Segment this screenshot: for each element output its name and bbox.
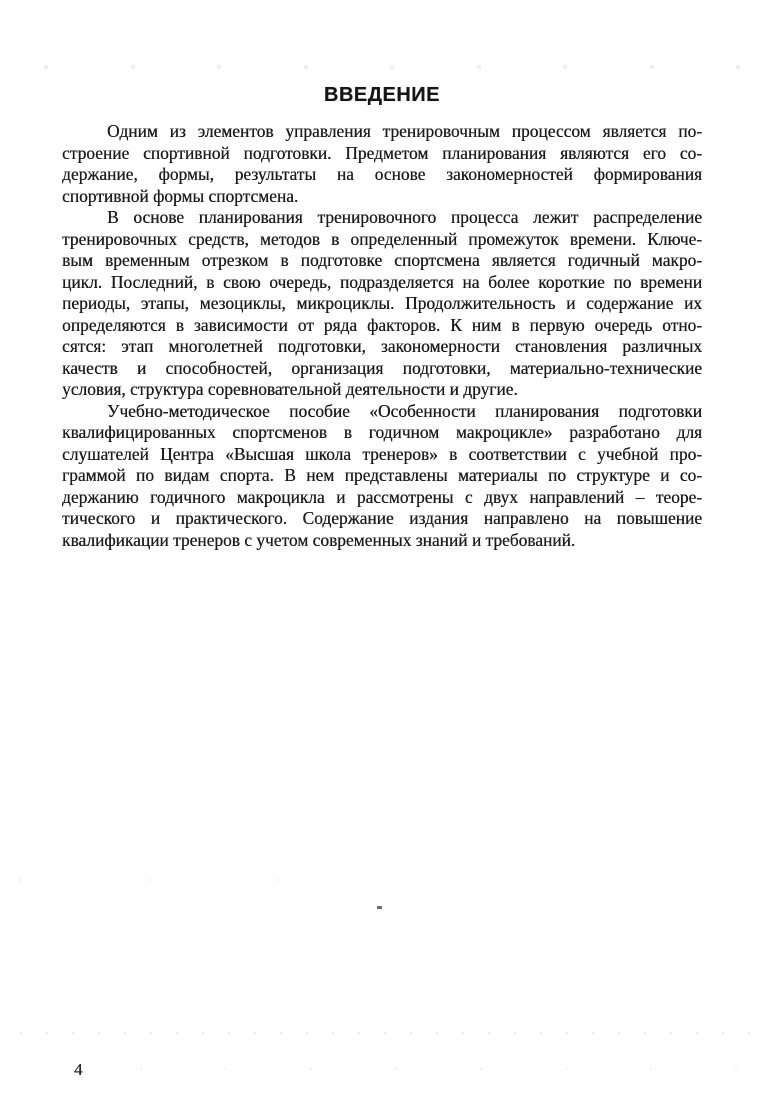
scan-speck bbox=[358, 1032, 360, 1034]
text-line: квалификации тренеров с учетом современных знаний и требований. bbox=[62, 529, 576, 550]
scan-speck bbox=[276, 879, 279, 881]
scan-speck bbox=[670, 1032, 672, 1034]
scan-speck bbox=[696, 1032, 698, 1034]
scan-speck bbox=[488, 1032, 490, 1034]
paragraph bbox=[62, 401, 702, 552]
scan-speck bbox=[748, 1032, 750, 1034]
scan-speck bbox=[202, 1032, 204, 1034]
scan-speck bbox=[735, 1068, 737, 1070]
scan-speck bbox=[148, 879, 151, 881]
scan-speck bbox=[377, 906, 382, 909]
scan-speck bbox=[480, 1068, 482, 1070]
scan-speck bbox=[462, 1032, 464, 1034]
scan-speck bbox=[410, 1032, 412, 1034]
scan-speck bbox=[477, 65, 481, 69]
scan-speck bbox=[124, 1032, 126, 1034]
scan-speck bbox=[565, 1068, 567, 1070]
scan-speck bbox=[98, 1032, 100, 1034]
scan-speck bbox=[514, 1032, 516, 1034]
text-line: В основе планирования тренировочного процесса лежит распределение bbox=[107, 207, 702, 227]
page-title: ВВЕДЕНИЕ bbox=[324, 84, 440, 106]
text-line: качеств и способностей, организация подготовки, материально-технические bbox=[62, 357, 702, 378]
text-line: периоды, этапы, мезоциклы, микроциклы. Продолжительность и содержание их bbox=[62, 293, 702, 313]
scan-speck bbox=[563, 65, 567, 69]
scan-speck bbox=[18, 879, 21, 881]
scan-speck bbox=[390, 65, 394, 69]
scan-speck bbox=[722, 1032, 724, 1034]
scan-speck bbox=[176, 1032, 178, 1034]
scan-speck bbox=[72, 1032, 74, 1034]
text-line: спортивной формы спортсмена. bbox=[62, 185, 299, 206]
text-line: тренировочных средств, методов в определенный промежуток времени. Ключе- bbox=[62, 228, 702, 249]
scan-speck bbox=[306, 1032, 308, 1034]
text-line: строение спортивной подготовки. Предметом планирования являются его со- bbox=[62, 142, 702, 163]
scan-speck bbox=[592, 1032, 594, 1034]
text-line: условия, структура соревновательной деятельности и другие. bbox=[62, 379, 518, 399]
body-text bbox=[62, 121, 702, 551]
scan-speck bbox=[280, 1032, 282, 1034]
scan-speck bbox=[44, 65, 48, 69]
text-line: цикл. Последний, в свою очередь, подразделяется на более короткие по времени bbox=[62, 271, 702, 292]
text-line: держанию годичного макроцикла и рассмотрены с двух направлений – теоре- bbox=[62, 486, 702, 507]
scan-speck bbox=[436, 1032, 438, 1034]
scan-speck bbox=[20, 1032, 22, 1034]
scan-speck bbox=[228, 1032, 230, 1034]
text-line: сятся: этап многолетней подготовки, закономерности становления различных bbox=[62, 336, 702, 356]
text-line: держание, формы, результаты на основе закономерностей формирования bbox=[62, 164, 702, 184]
scan-speck bbox=[736, 65, 740, 69]
scan-speck bbox=[650, 1068, 652, 1070]
scan-speck bbox=[384, 1032, 386, 1034]
scan-speck bbox=[140, 1068, 142, 1070]
scan-speck bbox=[618, 1032, 620, 1034]
scan-speck bbox=[395, 1068, 397, 1070]
scan-speck bbox=[304, 65, 308, 69]
text-line: определяются в зависимости от ряда факторов. К ним в первую очередь отно- bbox=[62, 314, 702, 335]
text-line: вым временным отрезком в подготовке спортсмена является годичный макро- bbox=[62, 250, 702, 270]
text-line: слушателей Центра «Высшая школа тренеров» в соответствии с учебной про- bbox=[62, 443, 702, 464]
scan-speck bbox=[254, 1032, 256, 1034]
text-line: квалифицированных спортсменов в годичном макроцикле» разработано для bbox=[62, 422, 702, 442]
scan-speck bbox=[46, 1032, 48, 1034]
scan-speck bbox=[566, 1032, 568, 1034]
scan-speck bbox=[332, 1032, 334, 1034]
text-line: тического и практического. Содержание издания направлено на повышение bbox=[62, 508, 702, 528]
text-line: Учебно-методическое пособие «Особенности планирования подготовки bbox=[107, 400, 702, 421]
scan-speck bbox=[310, 1068, 312, 1070]
scan-speck bbox=[650, 65, 654, 69]
paragraph bbox=[62, 207, 702, 401]
scan-speck bbox=[217, 65, 221, 69]
scan-speck bbox=[644, 1032, 646, 1034]
text-line: Одним из элементов управления тренировочным процессом является по- bbox=[107, 121, 702, 141]
paragraph bbox=[62, 121, 702, 207]
scan-speck bbox=[150, 1032, 152, 1034]
scan-speck bbox=[225, 1068, 227, 1070]
scan-speck bbox=[131, 65, 135, 69]
text-line: граммой по видам спорта. В нем представлены материалы по структуре и со- bbox=[62, 465, 702, 485]
scan-speck bbox=[540, 1032, 542, 1034]
page-number: 4 bbox=[74, 1060, 83, 1079]
